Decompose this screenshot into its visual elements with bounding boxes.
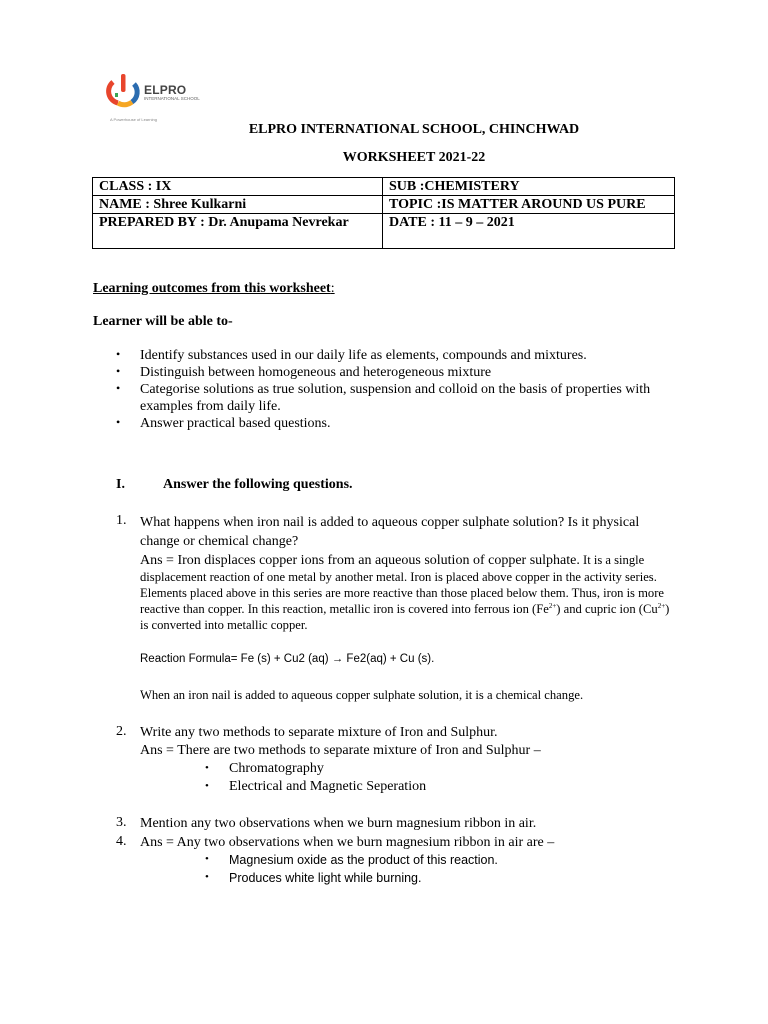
list-item: Identify substances used in our daily life as elements, compounds and mixtures. [140, 348, 587, 363]
list-item: Categorise solutions as true solution, suspension and colloid on the basis of properties with examples from daily life. [140, 382, 651, 414]
reaction-formula: Reaction Formula= Fe (s) + Cu2 (aq) → Fe2(aq) + Cu (s). [140, 653, 435, 665]
logo-ring-orange-icon [118, 102, 132, 105]
list-item: Produces white light while burning. [229, 871, 422, 885]
logo-subtitle: INTERNATIONAL SCHOOL [144, 96, 200, 101]
table-row [93, 178, 675, 196]
logo-ring-blue-icon [132, 84, 137, 102]
worksheet-title: WORKSHEET 2021-22 [342, 150, 486, 165]
question-text: What happens when iron nail is added to aqueous copper sulphate solution? Is it physical change or chemical change? [140, 515, 640, 549]
list-item: Magnesium oxide as the product of this reaction. [229, 853, 498, 867]
answer-text: Ans = Iron displaces copper ions from an aqueous solution of copper sulphate. It is a single displacement reaction of one metal by another metal. Iron is placed above copper in the activity series. Elements placed above in this series are more reactive than those placed below them. Thus, iron is more reactive than copper. In this reaction, metallic iron is covered into ferrous ion $(Fe^{2+})$ and cupric ion $(Cu^{2+})$ is converted into metallic copper. [140, 553, 670, 632]
logo-tagline: A Powerhouse of Learning [110, 117, 157, 122]
bullet-icon: • [205, 871, 209, 883]
topic-cell: TOPIC :IS MATTER AROUND US PURE [383, 196, 675, 214]
bullet-icon: • [205, 780, 209, 792]
learning-outcomes-heading: Learning outcomes from this worksheet: [93, 281, 335, 296]
bullet-icon: • [116, 347, 121, 361]
bullet-icon: • [116, 381, 121, 395]
logo-bar-icon [121, 74, 126, 92]
list-item: Electrical and Magnetic Seperation [229, 779, 427, 794]
bullet-icon: • [116, 364, 121, 378]
list-item: Answer practical based questions. [140, 416, 331, 431]
question-number: 4. [116, 834, 127, 849]
answer-conclusion: When an iron nail is added to aqueous copper sulphate solution, it is a chemical change. [140, 688, 584, 702]
question-number: 2. [116, 724, 127, 739]
question-number: 3. [116, 815, 127, 830]
bullet-icon: • [205, 762, 209, 774]
list-item: Distinguish between homogeneous and heterogeneous mixture [140, 365, 492, 380]
question-text: Write any two methods to separate mixture of Iron and Sulphur. [140, 725, 498, 740]
date-cell: DATE : 11 – 9 – 2021 [383, 214, 675, 249]
class-cell: CLASS : IX [93, 178, 383, 196]
question-number: 1. [116, 513, 127, 528]
logo-ring-red-icon [109, 82, 118, 103]
learner-intro: Learner will be able to- [93, 314, 233, 329]
bullet-icon: • [205, 853, 209, 865]
school-title: ELPRO INTERNATIONAL SCHOOL, CHINCHWAD [248, 122, 580, 137]
section-title: Answer the following questions. [163, 477, 353, 492]
list-item: Chromatography [229, 761, 324, 776]
logo-name: ELPRO [144, 83, 187, 97]
answer-text: Ans = Any two observations when we burn magnesium ribbon in air are – [140, 835, 555, 850]
table-row [93, 196, 675, 214]
info-table [92, 177, 675, 249]
name-cell: NAME : Shree Kulkarni [93, 196, 383, 214]
question-text: Mention any two observations when we burn magnesium ribbon in air. [140, 816, 537, 831]
section-number: I. [116, 477, 125, 492]
bullet-icon: • [116, 415, 121, 429]
subject-cell: SUB :CHEMISTERY [383, 178, 675, 196]
table-row [93, 214, 675, 249]
prepared-by-cell: PREPARED BY : Dr. Anupama Nevrekar [93, 214, 383, 249]
answer-text: Ans = There are two methods to separate mixture of Iron and Sulphur – [140, 743, 541, 758]
